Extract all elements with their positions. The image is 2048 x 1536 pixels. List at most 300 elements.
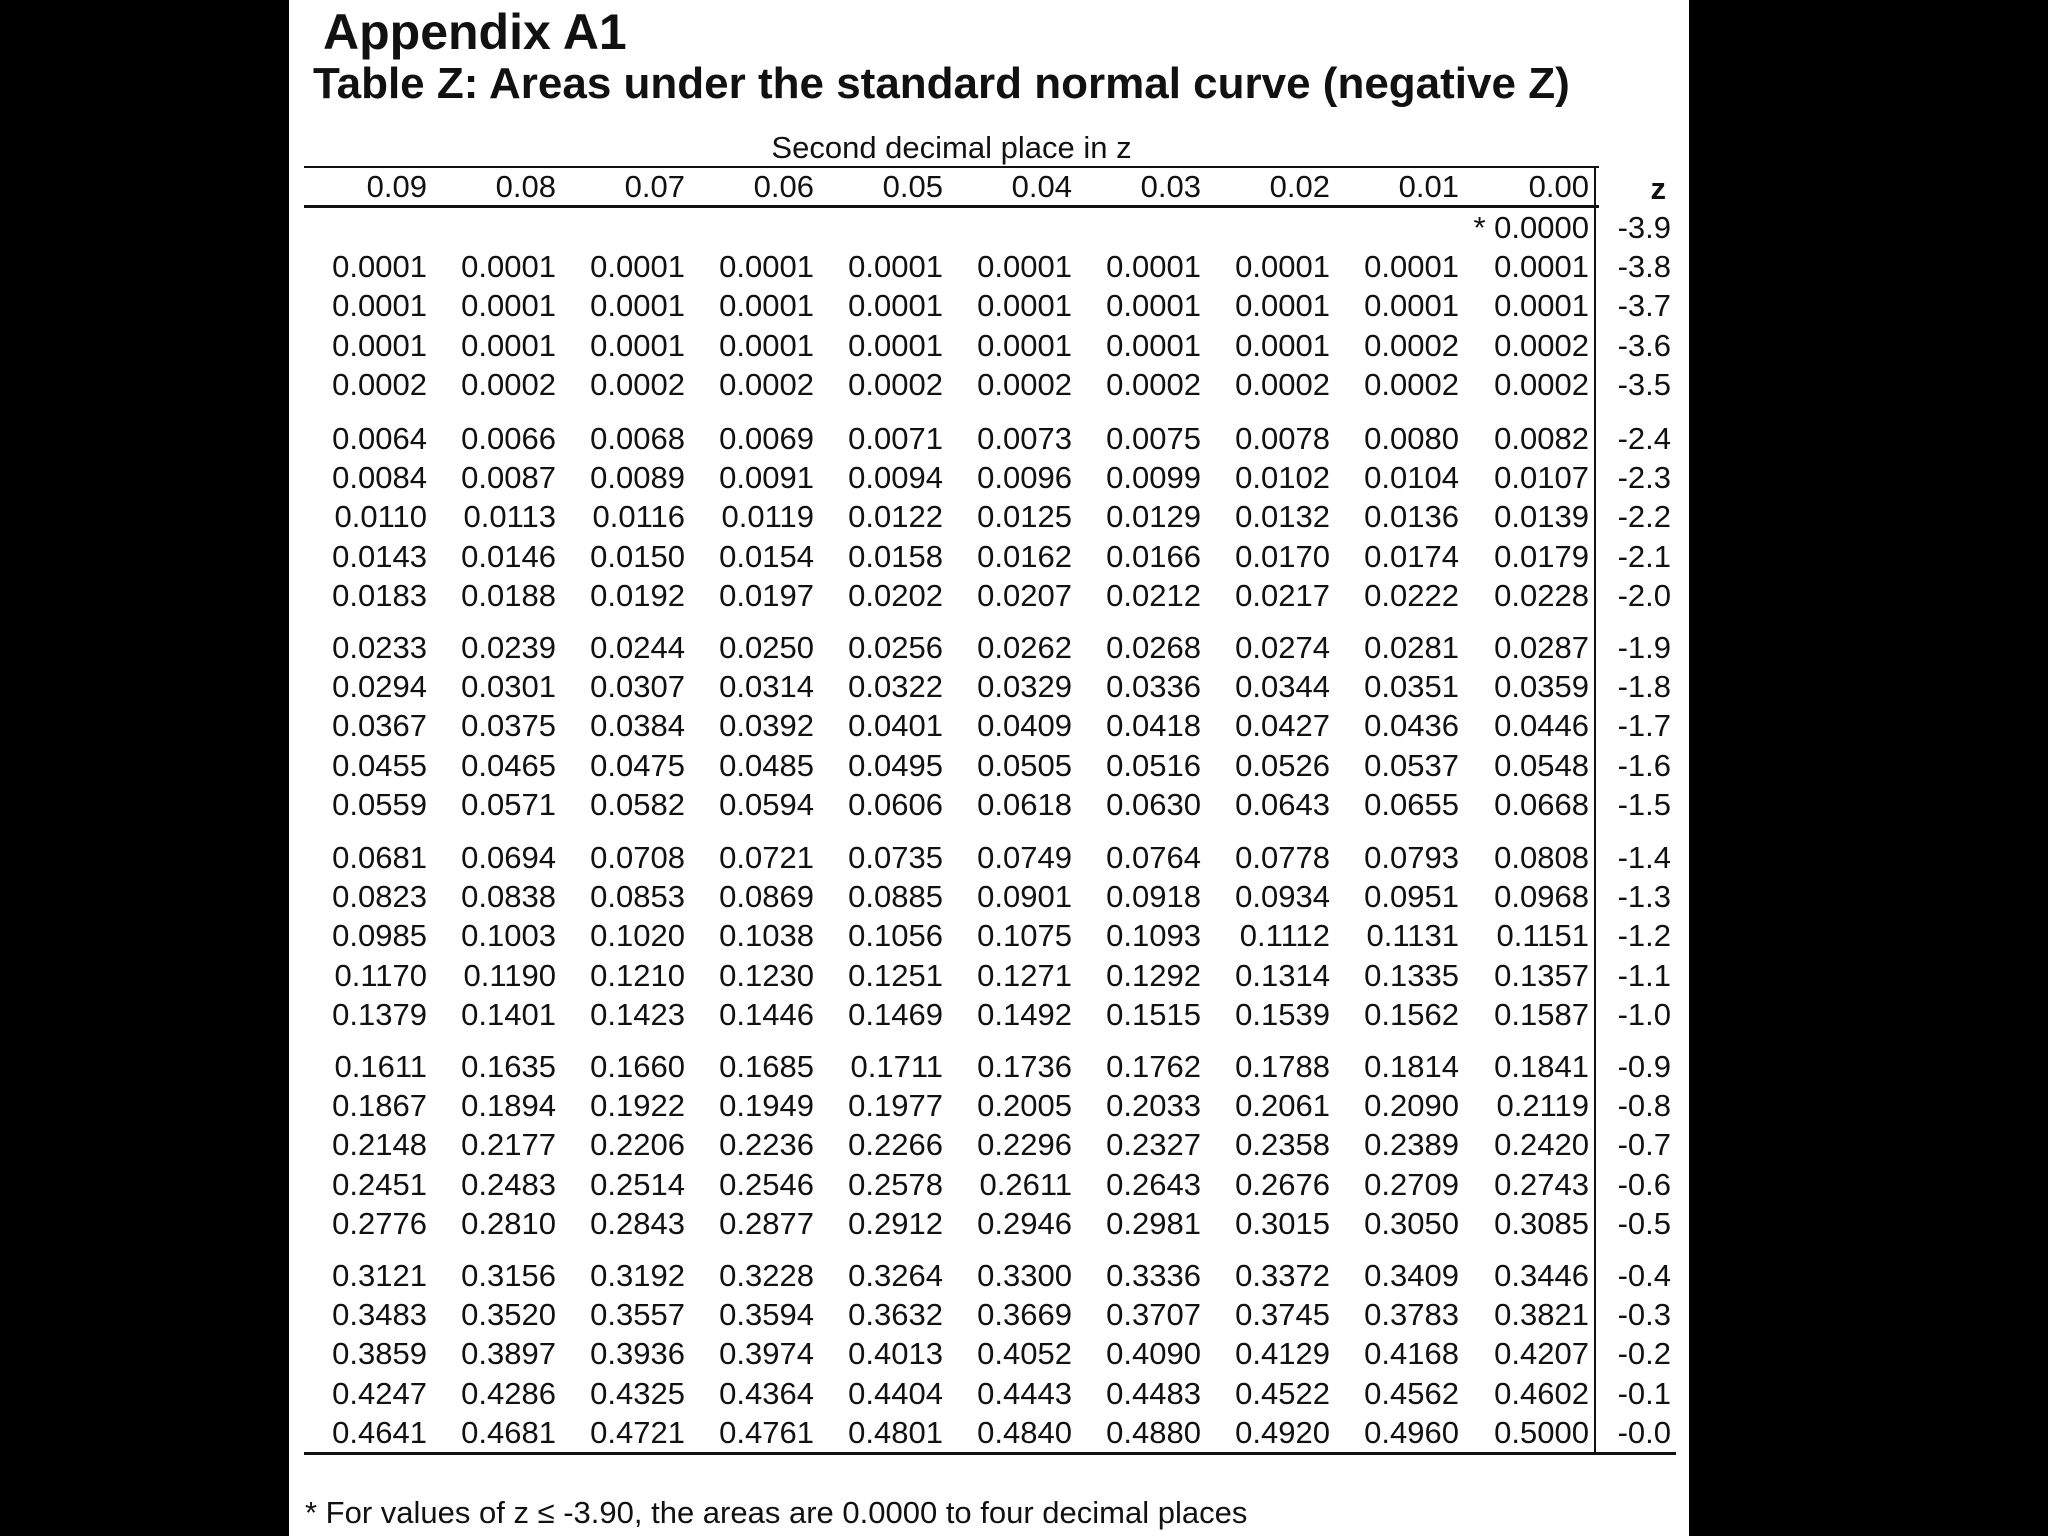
table-cell: 0.0174 bbox=[1364, 538, 1459, 574]
table-cell: 0.1112 bbox=[1239, 918, 1330, 954]
table-cell: 0.2005 bbox=[977, 1088, 1072, 1124]
table-cell: 0.0901 bbox=[977, 879, 1072, 915]
table-cell: 0.0455 bbox=[332, 747, 427, 783]
table-cell: 0.1469 bbox=[848, 996, 943, 1032]
table-cell: 0.4602 bbox=[1494, 1375, 1589, 1411]
table-cell: 0.0694 bbox=[461, 840, 556, 875]
table-cell: 0.0571 bbox=[461, 786, 556, 822]
table-cell: 0.0162 bbox=[977, 538, 1072, 574]
table-cell: 0.0918 bbox=[1106, 879, 1201, 915]
table-cell: 0.0446 bbox=[1494, 708, 1589, 744]
z-value: -1.7 bbox=[1617, 708, 1671, 744]
table-cell: 0.2578 bbox=[848, 1166, 943, 1202]
table-cell: 0.0516 bbox=[1106, 747, 1201, 783]
table-cell: 0.0655 bbox=[1364, 786, 1459, 822]
table-cell: 0.2546 bbox=[719, 1166, 814, 1202]
table-cell: 0.4247 bbox=[332, 1375, 427, 1411]
z-value: -0.4 bbox=[1617, 1258, 1671, 1293]
table-cell: 0.0869 bbox=[719, 879, 814, 915]
table-cell: 0.0202 bbox=[848, 577, 943, 613]
table-cell: 0.0069 bbox=[719, 421, 814, 456]
table-cell: 0.0418 bbox=[1106, 708, 1201, 744]
table-cell: 0.0197 bbox=[719, 577, 814, 613]
table-cell: 0.0001 bbox=[977, 327, 1072, 363]
table-cell: 0.5000 bbox=[1494, 1414, 1589, 1450]
table-cell: 0.0548 bbox=[1494, 747, 1589, 783]
z-value: -0.5 bbox=[1617, 1205, 1671, 1241]
table-cell: 0.0281 bbox=[1364, 630, 1459, 665]
column-header: 0.07 bbox=[624, 169, 685, 204]
table-cell: 0.3557 bbox=[590, 1297, 685, 1333]
table-cell: 0.2266 bbox=[848, 1127, 943, 1163]
table-cell: 0.0582 bbox=[590, 786, 685, 822]
table-cell: 0.0885 bbox=[848, 879, 943, 915]
table-cell: 0.0001 bbox=[848, 288, 943, 324]
table-cell: 0.0179 bbox=[1494, 538, 1589, 574]
table-cell: 0.2743 bbox=[1494, 1166, 1589, 1202]
table-cell: 0.2177 bbox=[461, 1127, 556, 1163]
table-cell: 0.0233 bbox=[332, 630, 427, 665]
table-cell: 0.4562 bbox=[1364, 1375, 1459, 1411]
table-cell: 0.3745 bbox=[1235, 1297, 1330, 1333]
table-cell: 0.0170 bbox=[1235, 538, 1330, 574]
table-cell: 0.0002 bbox=[848, 366, 943, 402]
table-cell: 0.4090 bbox=[1106, 1336, 1201, 1372]
table-cell: 0.0002 bbox=[719, 366, 814, 402]
table-cell: 0.0212 bbox=[1106, 577, 1201, 613]
table-cell: 0.3264 bbox=[848, 1258, 943, 1293]
table-cell: 0.2643 bbox=[1106, 1166, 1201, 1202]
table-cell: 0.0099 bbox=[1106, 460, 1201, 496]
table-cell: 0.0002 bbox=[1106, 366, 1201, 402]
table-cell: 0.0985 bbox=[332, 918, 427, 954]
page-title: Appendix A1 bbox=[323, 4, 627, 60]
table-cell: 0.0119 bbox=[721, 499, 814, 535]
table-cell: 0.3192 bbox=[590, 1258, 685, 1293]
table-cell: 0.2451 bbox=[332, 1166, 427, 1202]
table-cell: 0.3594 bbox=[719, 1297, 814, 1333]
table-cell: 0.1401 bbox=[461, 996, 556, 1032]
table-cell: 0.0094 bbox=[848, 460, 943, 496]
table-cell: 0.4880 bbox=[1106, 1414, 1201, 1450]
table-cell: 0.1762 bbox=[1106, 1049, 1201, 1084]
table-cell: 0.1587 bbox=[1494, 996, 1589, 1032]
table-cell: 0.0071 bbox=[848, 421, 943, 456]
table-cell: 0.4840 bbox=[977, 1414, 1072, 1450]
table-cell: 0.0681 bbox=[332, 840, 427, 875]
table-cell: 0.0314 bbox=[719, 669, 814, 705]
table-cell: 0.0244 bbox=[590, 630, 685, 665]
z-value: -0.8 bbox=[1617, 1088, 1671, 1124]
table-cell: 0.1190 bbox=[463, 957, 556, 993]
table-cell: 0.3936 bbox=[590, 1336, 685, 1372]
table-cell: 0.1711 bbox=[850, 1049, 943, 1084]
z-value: -3.5 bbox=[1617, 366, 1671, 402]
z-value: -0.1 bbox=[1617, 1375, 1671, 1411]
table-cell: 0.3483 bbox=[332, 1297, 427, 1333]
table-cell: 0.4286 bbox=[461, 1375, 556, 1411]
table-cell: 0.0001 bbox=[1106, 249, 1201, 285]
table-cell: 0.2483 bbox=[461, 1166, 556, 1202]
table-cell: 0.4920 bbox=[1235, 1414, 1330, 1450]
table-cell: 0.2420 bbox=[1494, 1127, 1589, 1163]
table-cell: 0.0618 bbox=[977, 786, 1072, 822]
z-value: -0.3 bbox=[1617, 1297, 1671, 1333]
table-cell: 0.0078 bbox=[1235, 421, 1330, 456]
table-cell: 0.0002 bbox=[1494, 366, 1589, 402]
table-cell: 0.0002 bbox=[332, 366, 427, 402]
table-cell: 0.1056 bbox=[848, 918, 943, 954]
table-cell: 0.0089 bbox=[590, 460, 685, 496]
table-cell: 0.1020 bbox=[590, 918, 685, 954]
z-value: -1.8 bbox=[1617, 669, 1671, 705]
table-cell: 0.0934 bbox=[1235, 879, 1330, 915]
table-cell: 0.1151 bbox=[1496, 918, 1589, 954]
table-cell: 0.0002 bbox=[977, 366, 1072, 402]
table-cell: 0.3121 bbox=[332, 1258, 427, 1293]
table-cell: 0.2676 bbox=[1235, 1166, 1330, 1202]
table-cell: 0.3669 bbox=[977, 1297, 1072, 1333]
table-cell: 0.3520 bbox=[461, 1297, 556, 1333]
table-cell: 0.0217 bbox=[1235, 577, 1330, 613]
column-group-heading: Second decimal place in z bbox=[771, 130, 1132, 165]
table-cell: 0.2148 bbox=[332, 1127, 427, 1163]
z-value: -1.2 bbox=[1617, 918, 1671, 954]
table-cell: 0.2843 bbox=[590, 1205, 685, 1241]
table-cell: 0.2358 bbox=[1235, 1127, 1330, 1163]
z-value: -2.0 bbox=[1617, 577, 1671, 613]
table-cell: 0.1635 bbox=[461, 1049, 556, 1084]
table-cell: 0.0001 bbox=[1494, 288, 1589, 324]
table-cell: 0.0002 bbox=[461, 366, 556, 402]
column-header: 0.00 bbox=[1528, 169, 1589, 204]
column-header: 0.09 bbox=[366, 169, 427, 204]
table-cell: 0.0559 bbox=[332, 786, 427, 822]
table-cell: 0.1562 bbox=[1364, 996, 1459, 1032]
table-cell: 0.1251 bbox=[848, 957, 943, 993]
table-cell: 0.1038 bbox=[719, 918, 814, 954]
table-cell: 0.0485 bbox=[719, 747, 814, 783]
z-value: -1.3 bbox=[1617, 879, 1671, 915]
z-value: -0.7 bbox=[1617, 1127, 1671, 1163]
table-cell: 0.2514 bbox=[590, 1166, 685, 1202]
column-header: 0.04 bbox=[1011, 169, 1072, 204]
table-cell: 0.0427 bbox=[1235, 708, 1330, 744]
table-cell: 0.0630 bbox=[1106, 786, 1201, 822]
table-cell: 0.0250 bbox=[719, 630, 814, 665]
z-value: -1.6 bbox=[1617, 747, 1671, 783]
table-cell: 0.0764 bbox=[1106, 840, 1201, 875]
table-cell: 0.1814 bbox=[1364, 1049, 1459, 1084]
table-cell: 0.2296 bbox=[977, 1127, 1072, 1163]
table-cell: 0.4207 bbox=[1494, 1336, 1589, 1372]
table-cell: 0.4404 bbox=[848, 1375, 943, 1411]
table-cell: 0.0392 bbox=[719, 708, 814, 744]
table-cell: 0.3821 bbox=[1494, 1297, 1589, 1333]
table-cell: 0.0322 bbox=[848, 669, 943, 705]
table-cell: 0.0188 bbox=[461, 577, 556, 613]
table-cell: 0.1357 bbox=[1494, 957, 1589, 993]
table-cell: 0.3897 bbox=[461, 1336, 556, 1372]
table-cell: 0.4761 bbox=[719, 1414, 814, 1450]
table-cell: 0.0001 bbox=[848, 327, 943, 363]
table-cell: 0.0384 bbox=[590, 708, 685, 744]
table-cell: 0.0375 bbox=[461, 708, 556, 744]
table-cell: 0.0228 bbox=[1494, 577, 1589, 613]
table-cell: 0.0129 bbox=[1106, 499, 1201, 535]
z-value: -0.6 bbox=[1617, 1166, 1671, 1202]
table-cell: 0.2611 bbox=[979, 1166, 1072, 1202]
table-cell: 0.0084 bbox=[332, 460, 427, 496]
table-cell: 0.1335 bbox=[1364, 957, 1459, 993]
table-cell: 0.1423 bbox=[590, 996, 685, 1032]
z-value: -3.7 bbox=[1617, 288, 1671, 324]
table-cell: 0.0274 bbox=[1235, 630, 1330, 665]
table-cell: 0.0001 bbox=[1235, 249, 1330, 285]
table-cell: 0.0401 bbox=[848, 708, 943, 744]
table-cell: 0.1736 bbox=[977, 1049, 1072, 1084]
table-cell: 0.0113 bbox=[463, 499, 556, 535]
table-cell: 0.0001 bbox=[1494, 249, 1589, 285]
table-cell: 0.0136 bbox=[1364, 499, 1459, 535]
table-cell: 0.0294 bbox=[332, 669, 427, 705]
table-cell: 0.3409 bbox=[1364, 1258, 1459, 1293]
table-cell: 0.1314 bbox=[1235, 957, 1330, 993]
table-cell: 0.0001 bbox=[1235, 327, 1330, 363]
table-cell: 0.0001 bbox=[461, 288, 556, 324]
table-cell: 0.0001 bbox=[332, 249, 427, 285]
table-cell: 0.0087 bbox=[461, 460, 556, 496]
table-cell: 0.3974 bbox=[719, 1336, 814, 1372]
table-cell: 0.0951 bbox=[1364, 879, 1459, 915]
table-cell: 0.0001 bbox=[1106, 327, 1201, 363]
table-cell: 0.0526 bbox=[1235, 747, 1330, 783]
table-cell: 0.0107 bbox=[1494, 460, 1589, 496]
table-cell: 0.1492 bbox=[977, 996, 1072, 1032]
table-cell: 0.3632 bbox=[848, 1297, 943, 1333]
table-cell: 0.0110 bbox=[334, 499, 427, 535]
table-cell: 0.0778 bbox=[1235, 840, 1330, 875]
table-cell: 0.0301 bbox=[461, 669, 556, 705]
column-header: 0.05 bbox=[882, 169, 943, 204]
table-cell: 0.1379 bbox=[332, 996, 427, 1032]
table-cell: 0.0132 bbox=[1235, 499, 1330, 535]
table-cell: 0.0192 bbox=[590, 577, 685, 613]
table-cell: 0.4443 bbox=[977, 1375, 1072, 1411]
table-cell: 0.3228 bbox=[719, 1258, 814, 1293]
table-cell: 0.0001 bbox=[719, 288, 814, 324]
table-cell: 0.4522 bbox=[1235, 1375, 1330, 1411]
table-cell: 0.4364 bbox=[719, 1375, 814, 1411]
table-cell: 0.0073 bbox=[977, 421, 1072, 456]
table-cell: 0.0002 bbox=[1364, 366, 1459, 402]
z-value: -0.9 bbox=[1617, 1049, 1671, 1084]
table-cell: 0.1210 bbox=[590, 957, 685, 993]
table-cell: 0.1292 bbox=[1106, 957, 1201, 993]
z-value: -2.4 bbox=[1617, 421, 1671, 456]
table-cell: 0.0537 bbox=[1364, 747, 1459, 783]
table-cell: 0.0968 bbox=[1494, 879, 1589, 915]
table-cell: 0.0853 bbox=[590, 879, 685, 915]
table-cell: 0.0125 bbox=[977, 499, 1072, 535]
table-cell: 0.2033 bbox=[1106, 1088, 1201, 1124]
z-column-divider bbox=[1594, 167, 1596, 1454]
z-value: -3.9 bbox=[1617, 210, 1671, 245]
table-cell: 0.2776 bbox=[332, 1205, 427, 1241]
table-cell: 0.0222 bbox=[1364, 577, 1459, 613]
table-cell: 0.4960 bbox=[1364, 1414, 1459, 1450]
table-cell: 0.3085 bbox=[1494, 1205, 1589, 1241]
table-cell: 0.2236 bbox=[719, 1127, 814, 1163]
table-cell: 0.0002 bbox=[1494, 327, 1589, 363]
table-cell: 0.4052 bbox=[977, 1336, 1072, 1372]
z-value: -0.0 bbox=[1617, 1414, 1671, 1450]
table-cell: 0.3783 bbox=[1364, 1297, 1459, 1333]
table-cell: 0.3446 bbox=[1494, 1258, 1589, 1293]
z-value: -0.2 bbox=[1617, 1336, 1671, 1372]
table-cell: 0.0001 bbox=[719, 249, 814, 285]
table-cell: 0.1977 bbox=[848, 1088, 943, 1124]
table-cell: 0.0001 bbox=[1235, 288, 1330, 324]
table-cell: 0.0001 bbox=[590, 249, 685, 285]
table-cell: 0.2981 bbox=[1106, 1205, 1201, 1241]
table-cell: 0.0793 bbox=[1364, 840, 1459, 875]
table-cell: 0.0307 bbox=[590, 669, 685, 705]
table-cell: 0.4013 bbox=[848, 1336, 943, 1372]
table-cell: 0.0064 bbox=[332, 421, 427, 456]
table-cell: 0.0150 bbox=[590, 538, 685, 574]
table-cell: 0.1093 bbox=[1106, 918, 1201, 954]
table-cell: 0.3050 bbox=[1364, 1205, 1459, 1241]
table-cell: 0.0287 bbox=[1494, 630, 1589, 665]
table-cell: 0.0001 bbox=[977, 288, 1072, 324]
table-cell: 0.1446 bbox=[719, 996, 814, 1032]
table-cell: 0.2810 bbox=[461, 1205, 556, 1241]
table-cell: 0.0001 bbox=[461, 327, 556, 363]
table-cell: 0.0066 bbox=[461, 421, 556, 456]
table-cell: 0.0001 bbox=[1364, 288, 1459, 324]
table-cell: 0.0329 bbox=[977, 669, 1072, 705]
table-cell: 0.0606 bbox=[848, 786, 943, 822]
column-header: 0.06 bbox=[753, 169, 814, 204]
footnote: * For values of z ≤ -3.90, the areas are 0.0000 to four decimal places bbox=[305, 1495, 1248, 1530]
z-value: -2.3 bbox=[1617, 460, 1671, 496]
table-cell: 0.1894 bbox=[461, 1088, 556, 1124]
table-cell: 0.1539 bbox=[1235, 996, 1330, 1032]
table-cell: 0.0122 bbox=[848, 499, 943, 535]
table-cell: 0.3300 bbox=[977, 1258, 1072, 1293]
table-cell: 0.0207 bbox=[977, 577, 1072, 613]
table-cell: 0.0838 bbox=[461, 879, 556, 915]
table-cell: 0.3336 bbox=[1106, 1258, 1201, 1293]
table-cell: 0.0239 bbox=[461, 630, 556, 665]
table-cell: 0.0359 bbox=[1494, 669, 1589, 705]
table-cell: 0.0001 bbox=[590, 327, 685, 363]
table-cell: 0.0001 bbox=[1106, 288, 1201, 324]
table-cell: 0.0409 bbox=[977, 708, 1072, 744]
table-cell: 0.2877 bbox=[719, 1205, 814, 1241]
z-value: -2.1 bbox=[1617, 538, 1671, 574]
z-value: -3.8 bbox=[1617, 249, 1671, 285]
table-cell: 0.0708 bbox=[590, 840, 685, 875]
table-cell: 0.4801 bbox=[848, 1414, 943, 1450]
table-cell: * 0.0000 bbox=[1473, 210, 1589, 245]
table-cell: 0.4168 bbox=[1364, 1336, 1459, 1372]
table-cell: 0.1685 bbox=[719, 1049, 814, 1084]
table-cell: 0.2389 bbox=[1364, 1127, 1459, 1163]
table-cell: 0.0668 bbox=[1494, 786, 1589, 822]
table-cell: 0.0158 bbox=[848, 538, 943, 574]
table-cell: 0.4681 bbox=[461, 1414, 556, 1450]
table-cell: 0.4325 bbox=[590, 1375, 685, 1411]
table-cell: 0.0351 bbox=[1364, 669, 1459, 705]
table-cell: 0.3372 bbox=[1235, 1258, 1330, 1293]
table-cell: 0.4641 bbox=[332, 1414, 427, 1450]
table-cell: 0.0336 bbox=[1106, 669, 1201, 705]
table-cell: 0.0002 bbox=[590, 366, 685, 402]
table-cell: 0.1949 bbox=[719, 1088, 814, 1124]
table-cell: 0.0002 bbox=[1364, 327, 1459, 363]
table-cell: 0.0465 bbox=[461, 747, 556, 783]
z-value: -1.5 bbox=[1617, 786, 1671, 822]
table-cell: 0.3015 bbox=[1235, 1205, 1330, 1241]
table-cell: 0.0001 bbox=[977, 249, 1072, 285]
table-cell: 0.0001 bbox=[719, 327, 814, 363]
table-subtitle: Table Z: Areas under the standard normal curve (negative Z) bbox=[313, 59, 1570, 108]
table-cell: 0.0001 bbox=[332, 327, 427, 363]
table-cell: 0.2946 bbox=[977, 1205, 1072, 1241]
table-cell: 0.1841 bbox=[1494, 1049, 1589, 1084]
table-cell: 0.1131 bbox=[1366, 918, 1459, 954]
table-cell: 0.0594 bbox=[719, 786, 814, 822]
table-cell: 0.0116 bbox=[592, 499, 685, 535]
table-cell: 0.0643 bbox=[1235, 786, 1330, 822]
z-value: -1.0 bbox=[1617, 996, 1671, 1032]
table-cell: 0.0002 bbox=[1235, 366, 1330, 402]
table-cell: 0.1515 bbox=[1106, 996, 1201, 1032]
z-value: -2.2 bbox=[1617, 499, 1671, 535]
table-cell: 0.0080 bbox=[1364, 421, 1459, 456]
column-header: 0.01 bbox=[1398, 169, 1459, 204]
table-cell: 0.1922 bbox=[590, 1088, 685, 1124]
table-cell: 0.0475 bbox=[590, 747, 685, 783]
table-cell: 0.0183 bbox=[332, 577, 427, 613]
table-cell: 0.0096 bbox=[977, 460, 1072, 496]
table-cell: 0.0823 bbox=[332, 879, 427, 915]
table-cell: 0.0075 bbox=[1106, 421, 1201, 456]
table-cell: 0.0146 bbox=[461, 538, 556, 574]
table-cell: 0.0262 bbox=[977, 630, 1072, 665]
table-cell: 0.0104 bbox=[1364, 460, 1459, 496]
z-value: -1.9 bbox=[1617, 630, 1671, 665]
table-cell: 0.0721 bbox=[719, 840, 814, 875]
table-cell: 0.1611 bbox=[334, 1049, 427, 1084]
z-value: -1.1 bbox=[1617, 957, 1671, 993]
column-header: 0.02 bbox=[1269, 169, 1330, 204]
table-cell: 0.0001 bbox=[590, 288, 685, 324]
table-cell: 0.1230 bbox=[719, 957, 814, 993]
table-cell: 0.0154 bbox=[719, 538, 814, 574]
table-cell: 0.1867 bbox=[332, 1088, 427, 1124]
table-cell: 0.2912 bbox=[848, 1205, 943, 1241]
bottom-rule bbox=[304, 1452, 1676, 1455]
z-value: -3.6 bbox=[1617, 327, 1671, 363]
z-value: -1.4 bbox=[1617, 840, 1671, 875]
table-cell: 0.0436 bbox=[1364, 708, 1459, 744]
table-cell: 0.2061 bbox=[1235, 1088, 1330, 1124]
table-cell: 0.0749 bbox=[977, 840, 1072, 875]
table-cell: 0.0082 bbox=[1494, 421, 1589, 456]
